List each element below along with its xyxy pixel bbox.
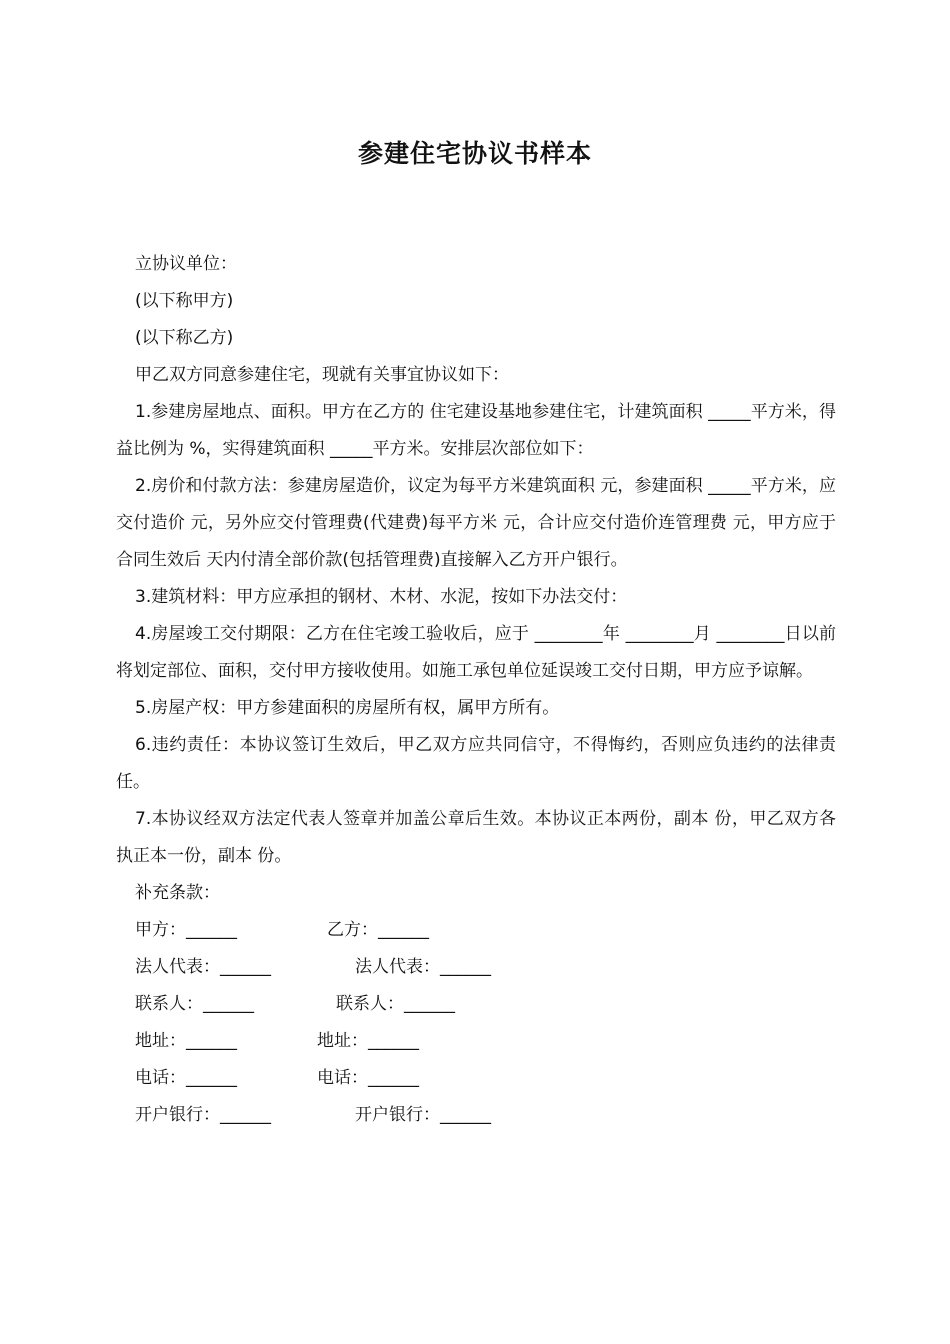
signature-contact-b: 联系人：______: [336, 994, 455, 1014]
signature-phone-a: 电话：______: [135, 1068, 237, 1088]
clause-5-property-right: 5.房屋产权：甲方参建面积的房屋所有权，属甲方所有。: [135, 698, 560, 718]
signature-party-a: 甲方：______: [135, 920, 237, 940]
signature-row-legal-rep: [116, 949, 836, 986]
clause-2-price-payment: 2.房价和付款方法：参建房屋造价，议定为每平方米建筑面积 元，参建面积 _____平方米，应交付造价 元，另外应交付管理费(代建费)每平方米 元，合计应交付造价连管理费 元，甲方应于合同生效后 天内付清全部价款(包括管理费)直接解入乙方开户银行。: [116, 476, 836, 570]
signature-legal-rep-b: 法人代表：______: [355, 957, 491, 977]
signature-row-party: [116, 912, 836, 949]
clause-7-effect: 7.本协议经双方法定代表人签章并加盖公章后生效。本协议正本两份，副本 份，甲乙双方各执正本一份，副本 份。: [116, 809, 836, 866]
signature-row-address: [116, 1023, 836, 1060]
clause-6-liability: 6.违约责任：本协议签订生效后，甲乙双方应共同信守，不得悔约，否则应负违约的法律责任。: [116, 735, 836, 792]
clause-4-delivery-deadline: 4.房屋竣工交付期限：乙方在住宅竣工验收后，应于 ________年 ________月 ________日以前将划定部位、面积，交付甲方接收使用。如施工承包单位延误竣工交付日期，甲方应予谅解。: [116, 624, 836, 681]
signature-phone-b: 电话：______: [317, 1068, 419, 1088]
signature-address-b: 地址：______: [317, 1031, 419, 1051]
signature-row-phone: [116, 1060, 836, 1097]
clause-1-location-area: 1.参建房屋地点、面积。甲方在乙方的 住宅建设基地参建住宅，计建筑面积 _____平方米，得益比例为 %，实得建筑面积 _____平方米。安排层次部位如下：: [116, 402, 836, 459]
document-title: 参建住宅协议书样本: [357, 139, 592, 168]
paragraph-party-b: (以下称乙方): [135, 328, 234, 348]
supplementary-terms: 补充条款：: [135, 883, 220, 903]
signature-bank-a: 开户银行：______: [135, 1105, 271, 1125]
document-body: [116, 246, 836, 1134]
signature-address-a: 地址：______: [135, 1031, 237, 1051]
signature-party-b: 乙方：______: [327, 920, 429, 940]
signature-row-bank: [116, 1097, 836, 1134]
clause-3-materials: 3.建筑材料：甲方应承担的钢材、木材、水泥，按如下办法交付：: [135, 587, 628, 607]
paragraph-intro: 甲乙双方同意参建住宅，现就有关事宜协议如下：: [135, 365, 509, 385]
signature-legal-rep-a: 法人代表：______: [135, 957, 271, 977]
paragraph-party-a: (以下称甲方): [135, 291, 234, 311]
signature-row-contact: [116, 986, 836, 1023]
signature-contact-a: 联系人：______: [135, 994, 254, 1014]
signature-bank-b: 开户银行：______: [355, 1105, 491, 1125]
paragraph-parties-heading: 立协议单位：: [135, 254, 237, 274]
